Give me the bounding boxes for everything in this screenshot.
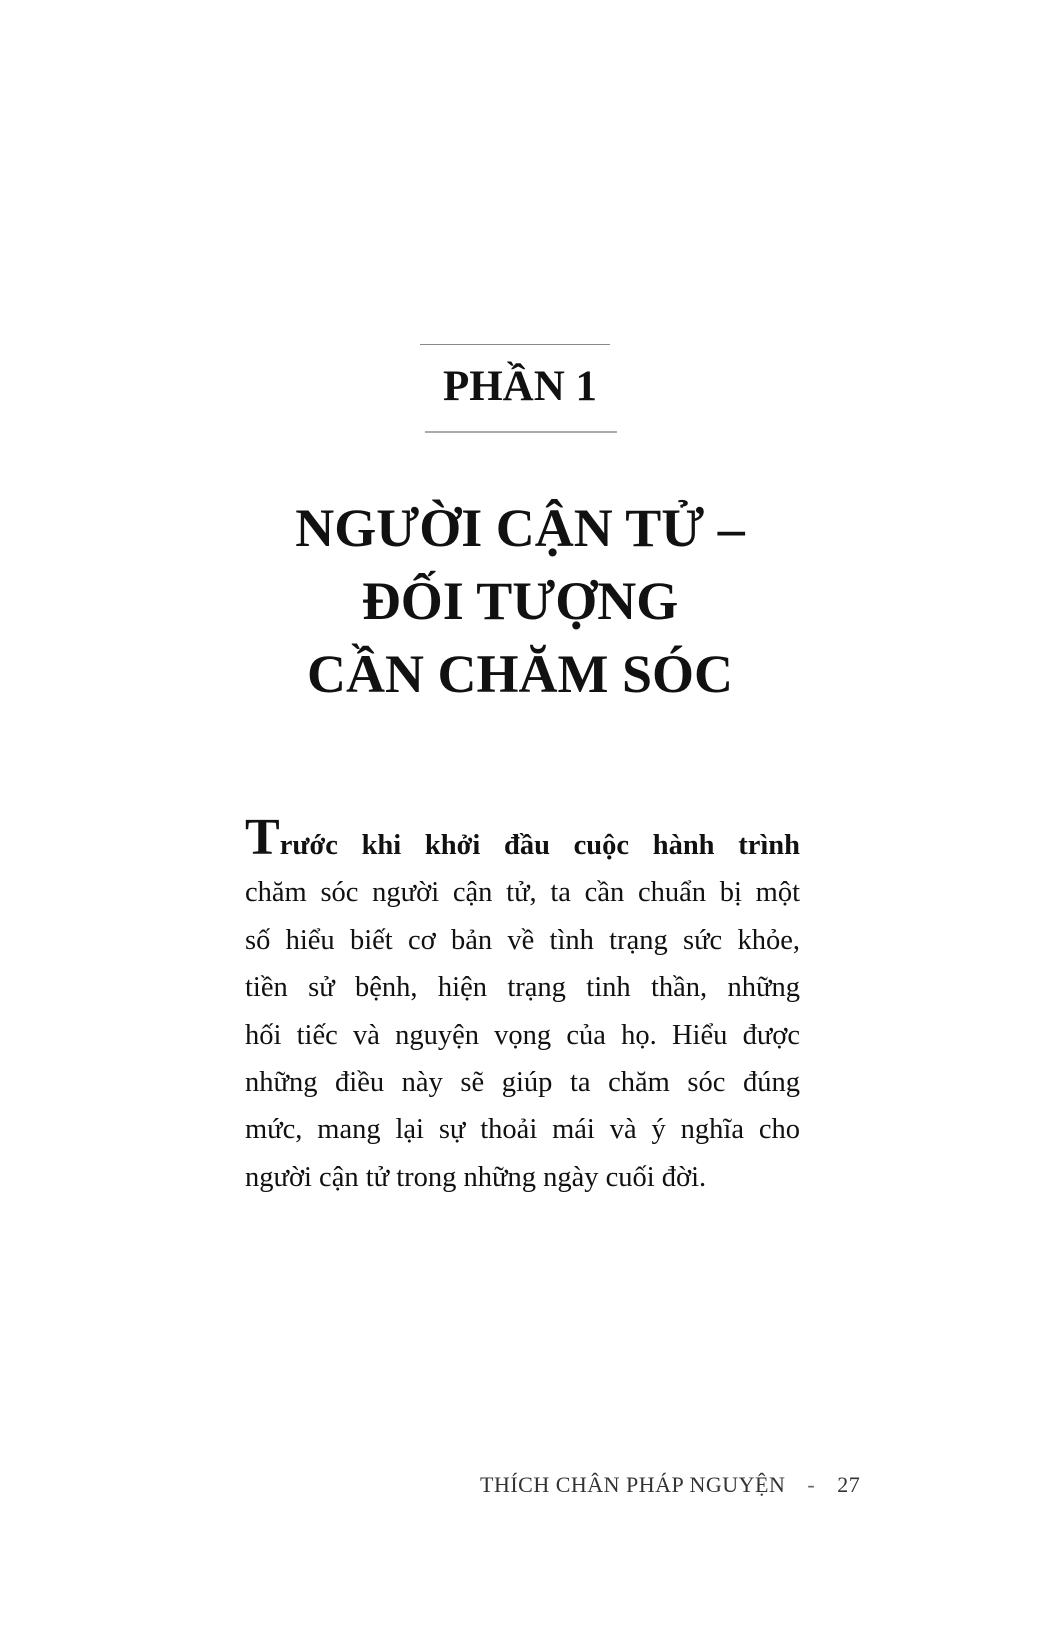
lead-in-text: rước khi khởi đầu cuộc hành trình	[279, 830, 800, 861]
body-line: người cận tử trong những ngày cuối đời.	[245, 1161, 707, 1193]
running-footer	[480, 1472, 860, 1498]
title-line: NGƯỜI CẬN TỬ –	[295, 498, 745, 558]
body-line: những điều này sẽ giúp ta chăm sóc đúng	[245, 1067, 800, 1099]
first-line	[245, 809, 800, 869]
title-line: CẦN CHĂM SÓC	[307, 644, 733, 704]
body-line: chăm sóc người cận tử, ta cần chuẩn bị một	[245, 877, 800, 909]
chapter-title	[0, 492, 1040, 711]
body-line: mức, mang lại sự thoải mái và ý nghĩa cho	[245, 1114, 800, 1146]
part-bottom-rule	[425, 431, 617, 433]
part-heading: PHẦN 1	[442, 363, 598, 410]
body-line: hối tiếc và nguyện vọng của họ. Hiểu được	[245, 1019, 800, 1051]
page-number: 27	[837, 1472, 861, 1497]
drop-cap: T	[245, 809, 280, 866]
body-paragraph	[245, 809, 800, 1201]
part-top-rule	[420, 344, 610, 345]
title-line: ĐỐI TƯỢNG	[361, 571, 679, 631]
body-line: số hiểu biết cơ bản về tình trạng sức khỏe,	[245, 924, 800, 956]
footer-separator: -	[807, 1472, 816, 1497]
body-line: tiền sử bệnh, hiện trạng tinh thần, những	[245, 972, 800, 1004]
footer-author: THÍCH CHÂN PHÁP NGUYỆN	[480, 1472, 786, 1497]
